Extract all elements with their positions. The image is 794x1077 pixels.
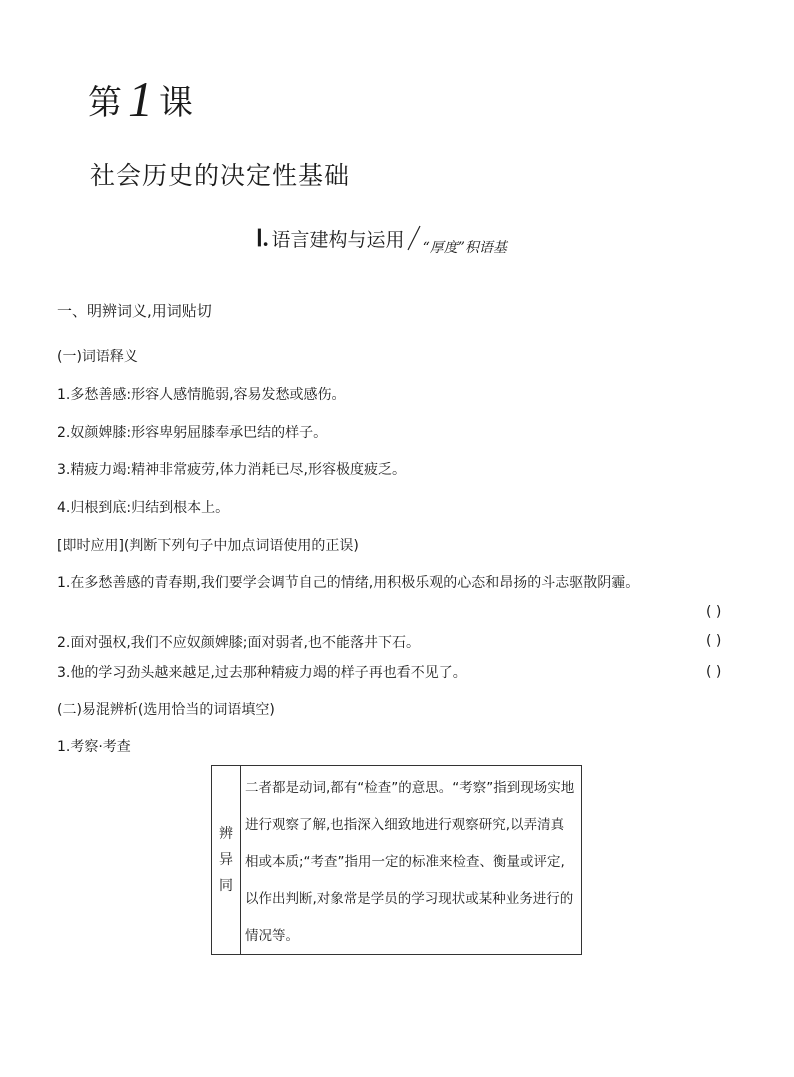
- definition-item: 1.多愁善感:形容人感情脆弱,容易发愁或感伤。: [57, 387, 346, 403]
- definition-item: 3.精疲力竭:精神非常疲劳,体力消耗已尽,形容极度疲乏。: [57, 462, 406, 478]
- section-tag: “厚度”积语基: [422, 240, 507, 256]
- distinction-label: [212, 766, 241, 954]
- distinction-content: 二者都是动词,都有“检查”的意思。“考察”指到现场实地进行观察了解,也指深入细致地进行观察研究,以弄清真相或本质;“考查”指用一定的标准来检查、衡量或评定,以作出判断,对象常是学员的学习现状或某种业务进行的情况等。: [245, 780, 575, 944]
- label-char: 异: [219, 852, 233, 868]
- lesson-prefix: 第: [88, 83, 122, 123]
- definition-item: 2.奴颜婢膝:形容卑躬屈膝奉承巴结的样子。: [57, 425, 328, 441]
- practice-heading: [即时应用](判断下列句子中加点词语使用的正误): [57, 538, 359, 554]
- practice-item: 2.面对强权,我们不应奴颜婢膝;面对弱者,也不能落井下石。: [57, 635, 420, 651]
- section-banner: [256, 220, 507, 256]
- page-title: 社会历史的决定性基础: [90, 161, 351, 190]
- label-char: 同: [219, 878, 233, 894]
- subheading-definitions: (一)词语释义: [57, 349, 138, 365]
- answer-blank[interactable]: ( ): [706, 633, 722, 649]
- section-title: 语言建构与运用: [271, 229, 405, 251]
- answer-blank[interactable]: ( ): [706, 664, 722, 680]
- lesson-title: [88, 68, 193, 126]
- slash-divider-icon: [407, 225, 421, 251]
- practice-item: 1.在多愁善感的青春期,我们要学会调节自己的情绪,用积极乐观的心态和昂扬的斗志驱散阴霾。: [57, 575, 640, 591]
- definition-item: 4.归根到底:归结到根本上。: [57, 500, 230, 516]
- section-roman: Ⅰ.: [256, 226, 269, 251]
- label-char: 辨: [219, 826, 233, 842]
- subheading-distinction: (二)易混辨析(选用恰当的词语填空): [57, 702, 275, 718]
- lesson-number: 1: [128, 71, 153, 127]
- distinction-table: [211, 765, 582, 955]
- word-pair-label: 1.考察·考查: [57, 739, 131, 755]
- lesson-suffix: 课: [159, 83, 193, 123]
- answer-blank[interactable]: ( ): [706, 604, 722, 620]
- practice-item: 3.他的学习劲头越来越足,过去那种精疲力竭的样子再也看不见了。: [57, 665, 467, 681]
- part-heading: 一、明辨词义,用词贴切: [57, 302, 212, 320]
